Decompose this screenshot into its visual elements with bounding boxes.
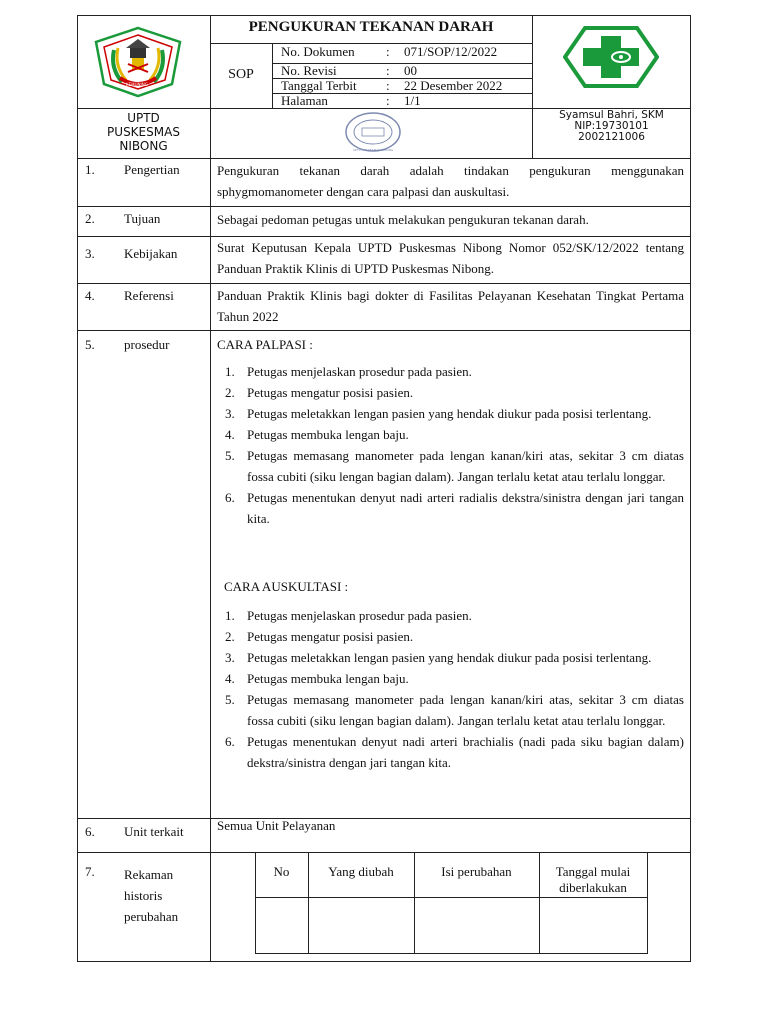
- list-item: 3. Petugas meletakkan lengan pasien yang hendak diukur pada posisi terlentang.: [225, 650, 652, 665]
- meta-label-issue-date: Tanggal Terbit: [281, 78, 357, 93]
- meta-value-revision: 00: [404, 63, 417, 78]
- section-number: 3.: [85, 246, 95, 261]
- meta-sep-page: :: [386, 93, 390, 108]
- section-label: prosedur: [124, 337, 170, 352]
- section-text: Panduan Praktik Klinis bagi dokter di Fasilitas Pelayanan Kesehatan Tingkat Pertama Tahun 2022: [217, 288, 684, 324]
- label-line-3: perubahan: [124, 909, 179, 924]
- list-item: 5. Petugas memasang manometer pada lengan kanan/kiri atas, sekitar 3 cm diatas fossa cubiti (siku lengan bagian dalam). Jangan terlalu ketat atau terlalu longgar.: [225, 692, 684, 728]
- meta-sep-doc-no: :: [386, 44, 390, 59]
- meta-label-revision: No. Revisi: [281, 63, 337, 78]
- signer-nip-line-1: NIP:19730101: [574, 120, 649, 132]
- section-number: 6.: [85, 824, 95, 839]
- history-header-changed: Yang diubah: [328, 864, 394, 879]
- label-line-1: Rekaman: [124, 867, 174, 882]
- section-number: 7.: [85, 864, 95, 879]
- section-label: Referensi: [124, 288, 174, 303]
- meta-label-page: Halaman: [281, 93, 328, 108]
- signer-name: Syamsul Bahri, SKM: [559, 109, 664, 121]
- section-text: Semua Unit Pelayanan: [217, 818, 336, 833]
- section-number: 1.: [85, 162, 95, 177]
- org-name: [77, 111, 210, 153]
- list-item: 2. Petugas mengatur posisi pasien.: [225, 629, 414, 644]
- signer-block: [533, 110, 690, 143]
- regency-logo: [92, 26, 184, 98]
- signer-nip-line-2: 2002121006: [578, 131, 645, 143]
- list-item: 2. Petugas mengatur posisi pasien.: [225, 385, 414, 400]
- regency-emblem-icon: [92, 26, 184, 98]
- sop-label: SOP: [228, 67, 254, 82]
- section-text: Pengukuran tekanan darah adalah tindakan pengukuran menggunakan sphygmomanometer dengan cara palpasi dan auskultasi.: [217, 163, 684, 199]
- section-label: Pengertian: [124, 162, 180, 177]
- section-label: Unit terkait: [124, 824, 184, 839]
- history-header-effective-date: Tanggal mulai diberlakukan: [555, 864, 631, 895]
- label-line-2: historis: [124, 888, 163, 903]
- section-label: Kebijakan: [124, 246, 178, 261]
- list-item: 1. Petugas menjelaskan prosedur pada pasien.: [225, 608, 472, 623]
- health-cross-icon: [563, 26, 659, 88]
- section-text: Sebagai pedoman petugas untuk melakukan pengukuran tekanan darah.: [217, 212, 589, 227]
- auskultasi-heading: CARA AUSKULTASI :: [224, 579, 349, 594]
- list-item: 6. Petugas menentukan denyut nadi arteri radialis dekstra/sinistra dengan jari tangan kita.: [225, 490, 684, 526]
- list-item: 1. Petugas menjelaskan prosedur pada pasien.: [225, 364, 472, 379]
- org-line-2: PUSKESMAS: [107, 125, 180, 139]
- meta-sep-revision: :: [386, 63, 390, 78]
- document-title: PENGUKURAN TEKANAN DARAH: [248, 19, 494, 35]
- stamp-text: UPTD PUSKESMAS NIBONG: [352, 148, 394, 152]
- official-stamp: [344, 110, 402, 154]
- org-line-1: UPTD: [127, 111, 160, 125]
- section-number: 5.: [85, 337, 95, 352]
- history-header-content: Isi perubahan: [441, 864, 512, 879]
- list-item: 4. Petugas membuka lengan baju.: [225, 427, 409, 442]
- section-text: Surat Keputusan Kepala UPTD Puskesmas Nibong Nomor 052/SK/12/2022 tentang Panduan Praktik Klinis di UPTD Puskesmas Nibong.: [217, 240, 684, 276]
- meta-sep-issue-date: :: [386, 78, 390, 93]
- list-item: 3. Petugas meletakkan lengan pasien yang hendak diukur pada posisi terlentang.: [225, 406, 652, 421]
- section-label: Tujuan: [124, 211, 161, 226]
- meta-value-page: 1/1: [404, 93, 421, 108]
- palpasi-heading: CARA PALPASI :: [217, 337, 313, 352]
- list-item: 4. Petugas membuka lengan baju.: [225, 671, 409, 686]
- health-logo: [563, 26, 659, 88]
- history-header-no: No: [273, 864, 290, 879]
- section-number: 4.: [85, 288, 95, 303]
- auskultasi-steps: [219, 605, 684, 773]
- meta-value-issue-date: 22 Desember 2022: [404, 78, 503, 93]
- list-item: 5. Petugas memasang manometer pada lengan kanan/kiri atas, sekitar 3 cm diatas fossa cubiti (siku lengan bagian dalam). Jangan terlalu ketat atau terlalu longgar.: [225, 448, 684, 484]
- meta-label-doc-no: No. Dokumen: [281, 44, 355, 59]
- org-line-3: NIBONG: [119, 139, 168, 153]
- section-label: [124, 864, 178, 927]
- meta-value-doc-no: 071/SOP/12/2022: [404, 44, 498, 59]
- logo-banner-text: KEMUNING: [126, 82, 148, 87]
- section-number: 2.: [85, 211, 95, 226]
- list-item: 6. Petugas menentukan denyut nadi arteri brachialis (nadi pada siku bagian dalam) dekstra/sinistra dengan jari tangan kita.: [225, 734, 684, 770]
- palpasi-steps: [219, 361, 684, 529]
